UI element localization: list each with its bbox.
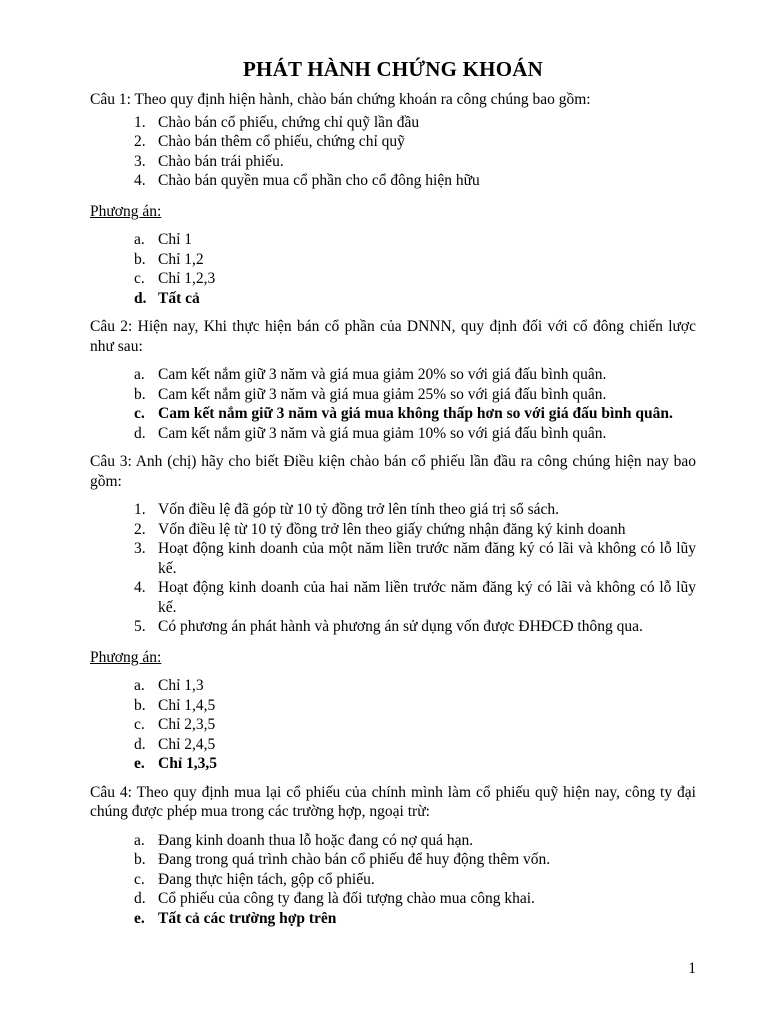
list-item: 3. Hoạt động kinh doanh của một năm liền trước năm đăng ký có lãi và không có lỗ lũy kế. [134, 540, 696, 577]
question-3-statements [90, 500, 696, 637]
answer-option: a. Chỉ 1,3 [134, 677, 204, 694]
list-item: 4. Chào bán quyền mua cổ phần cho cổ đông hiện hữu [134, 172, 480, 189]
answer-option-correct: e. Chỉ 1,3,5 [134, 755, 217, 772]
answer-option-correct: e. Tất cả các trường hợp trên [134, 909, 337, 927]
answer-option: a. Chỉ 1 [134, 231, 193, 248]
question-1-text: Câu 1: Theo quy định hiện hành, chào bán chứng khoán ra công chúng bao gồm: [90, 91, 591, 108]
question-2-options [90, 365, 696, 443]
page-title: PHÁT HÀNH CHỨNG KHOÁN [243, 57, 543, 81]
list-item: 2. Chào bán thêm cổ phiếu, chứng chỉ quỹ [134, 133, 405, 150]
answer-option-correct: c. Cam kết nắm giữ 3 năm và giá mua không thấp hơn so với giá đấu bình quân. [134, 405, 673, 422]
answer-option: a. Cam kết nắm giữ 3 năm và giá mua giảm 20% so với giá đấu bình quân. [134, 366, 607, 383]
answer-option: b. Đang trong quá trình chào bán cổ phiếu để huy động thêm vốn. [134, 851, 551, 868]
options-label: Phương án: [90, 648, 162, 666]
list-item: 3. Chào bán trái phiếu. [134, 152, 284, 170]
answer-option: b. Cam kết nắm giữ 3 năm và giá mua giảm 25% so với giá đấu bình quân. [134, 385, 607, 403]
answer-option: d. Cổ phiếu của công ty đang là đối tượng chào mua công khai. [134, 890, 535, 907]
answer-option: c. Đang thực hiện tách, gộp cổ phiếu. [134, 870, 375, 888]
answer-option: c. Chỉ 2,3,5 [134, 716, 216, 733]
answer-option: b. Chỉ 1,2 [134, 250, 204, 268]
answer-option-correct: d. Tất cả [134, 289, 200, 307]
question-3-text: Câu 3: Anh (chị) hãy cho biết Điều kiện chào bán cổ phiếu lần đầu ra công chúng hiện nay bao gồm: [90, 453, 696, 490]
answer-option: a. Đang kinh doanh thua lỗ hoặc đang có nợ quá hạn. [134, 831, 474, 849]
list-item: 5. Có phương án phát hành và phương án sử dụng vốn được ĐHĐCĐ thông qua. [134, 618, 643, 635]
list-item: 2. Vốn điều lệ từ 10 tỷ đồng trở lên theo giấy chứng nhận đăng ký kinh doanh [134, 520, 626, 538]
answer-option: b. Chỉ 1,4,5 [134, 696, 216, 714]
answer-option: c. Chỉ 1,2,3 [134, 270, 216, 287]
question-4-text: Câu 4: Theo quy định mua lại cổ phiếu của chính mình làm cổ phiếu quỹ hiện nay, công ty đại chúng được phép mua trong các trường hợp, ngoại trừ: [90, 783, 696, 820]
options-label: Phương án: [90, 202, 162, 220]
question-2-text: Câu 2: Hiện nay, Khi thực hiện bán cổ phần của DNNN, quy định đối với cổ đông chiến lược như sau: [90, 318, 696, 355]
list-item: 1. Chào bán cổ phiếu, chứng chỉ quỹ lần đầu [134, 113, 420, 131]
answer-option: d. Chỉ 2,4,5 [134, 735, 216, 753]
answer-option: d. Cam kết nắm giữ 3 năm và giá mua giảm 10% so với giá đấu bình quân. [134, 424, 607, 442]
question-1-statements [90, 113, 696, 191]
question-1-options [90, 230, 696, 308]
list-item: 1. Vốn điều lệ đã góp từ 10 tỷ đồng trở lên tính theo giá trị sổ sách. [134, 501, 560, 518]
question-4-options [90, 831, 696, 929]
question-3-options [90, 676, 696, 774]
list-item: 4. Hoạt động kinh doanh của hai năm liền trước năm đăng ký có lãi và không có lỗ lũy kế. [134, 579, 696, 616]
page-number: 1 [688, 960, 696, 977]
